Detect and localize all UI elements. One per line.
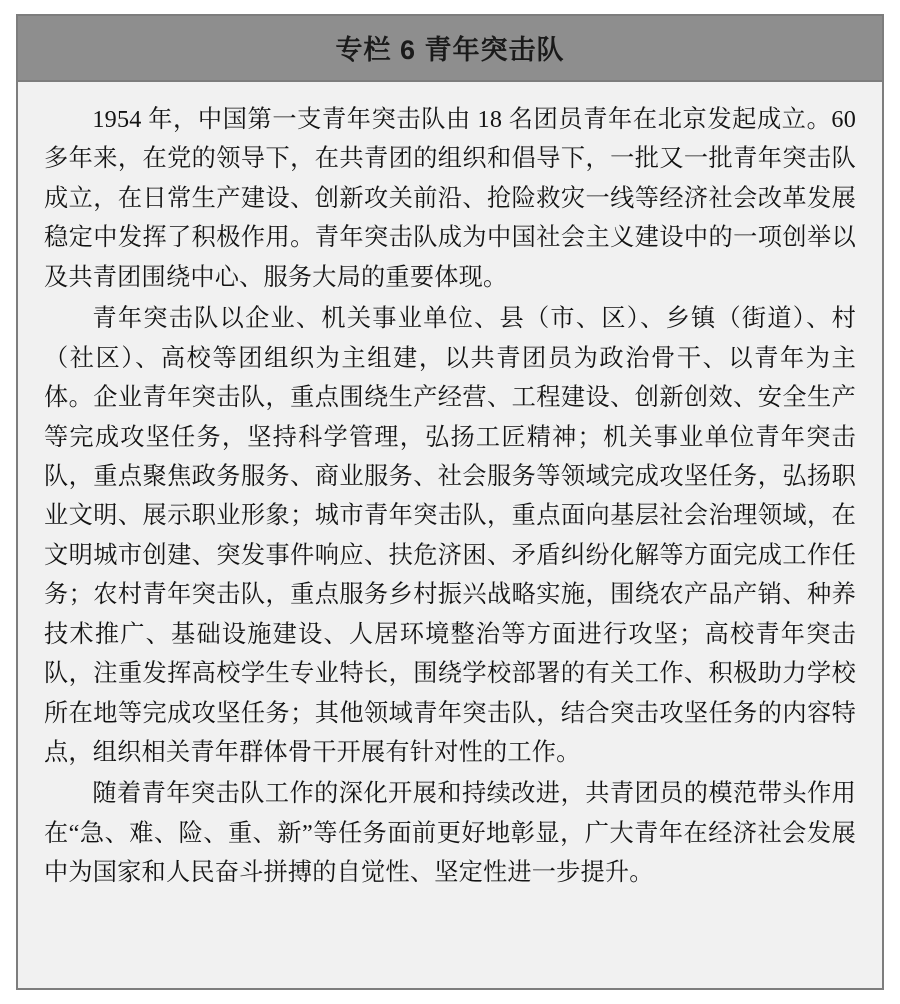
callout-box — [16, 14, 884, 990]
paragraph-2: 青年突击队以企业、机关事业单位、县（市、区）、乡镇（街道）、村（社区）、高校等团组织为主组建，以共青团员为政治骨干、以青年为主体。企业青年突击队，重点围绕生产经营、工程建设、创新创效、安全生产等完成攻坚任务，坚持科学管理，弘扬工匠精神；机关事业单位青年突击队，重点聚焦政务服务、商业服务、社会服务等领域完成攻坚任务，弘扬职业文明、展示职业形象；城市青年突击队，重点面向基层社会治理领域，在文明城市创建、突发事件响应、扶危济困、矛盾纠纷化解等方面完成工作任务；农村青年突击队，重点服务乡村振兴战略实施，围绕农产品产销、种养技术推广、基础设施建设、人居环境整治等方面进行攻坚；高校青年突击队，注重发挥高校学生专业特长，围绕学校部署的有关工作、积极助力学校所在地等完成攻坚任务；其他领域青年突击队，结合突击攻坚任务的内容特点，组织相关青年群体骨干开展有针对性的工作。 — [44, 305, 856, 766]
callout-box-title: 专栏 6 青年突击队 — [18, 16, 882, 82]
paragraph-3: 随着青年突击队工作的深化开展和持续改进，共青团员的模范带头作用在“急、难、险、重、新”等任务面前更好地彰显，广大青年在经济社会发展中为国家和人民奋斗拼搏的自觉性、坚定性进一步提升。 — [44, 780, 856, 887]
callout-box-body — [18, 82, 882, 988]
paragraph-1: 1954 年，中国第一支青年突击队由 18 名团员青年在北京发起成立。60 多年来，在党的领导下，在共青团的组织和倡导下，一批又一批青年突击队成立，在日常生产建设、创新攻关前沿、抢险救灾一线等经济社会改革发展稳定中发挥了积极作用。青年突击队成为中国社会主义建设中的一项创举以及共青团围绕中心、服务大局的重要体现。 — [44, 106, 856, 291]
